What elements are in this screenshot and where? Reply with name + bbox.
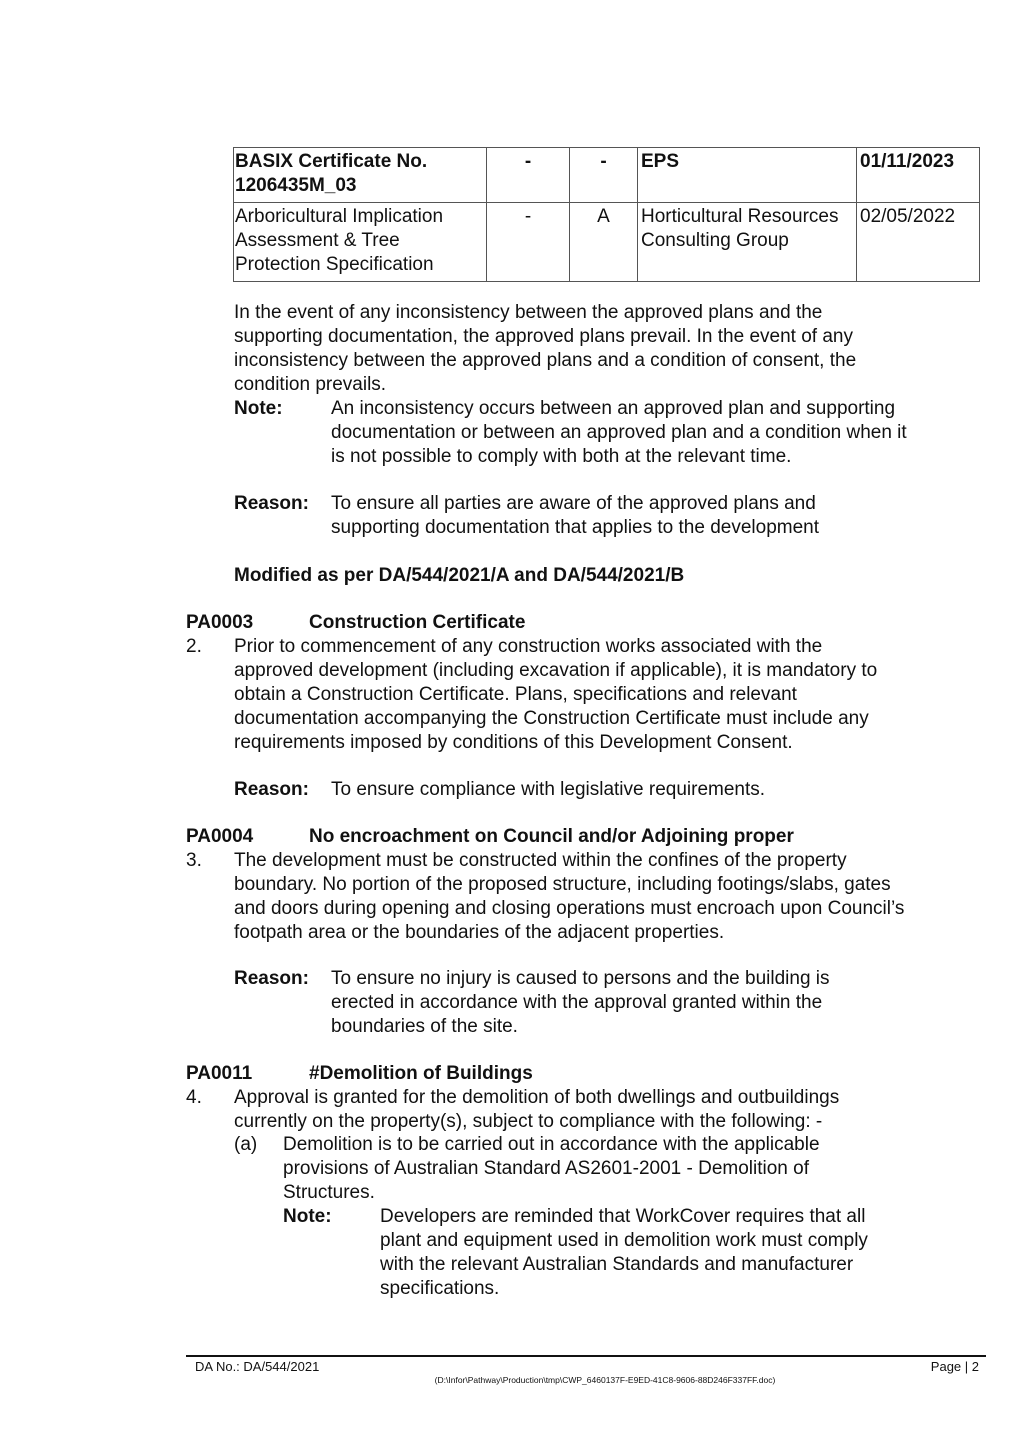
footer-da-number: DA No.: DA/544/2021 — [195, 1359, 320, 1374]
reason-label: Reason: — [234, 968, 309, 989]
footer-file-path: (D:\Infor\Pathway\Production\tmp\CWP_6460137F-E9ED-41C8-9606-88D246F337FF.doc) — [434, 1375, 776, 1385]
sub-item-text: Demolition is to be carried out in accordance with the applicable provisions of Australian Standard AS2601-2001 - Demolition of Structures. — [283, 1134, 820, 1203]
condition-number: 3. — [186, 850, 202, 871]
sub-item-label: (a) — [234, 1134, 258, 1155]
footer-divider — [186, 1355, 986, 1357]
condition-text: The development must be constructed within the confines of the property boundary. No portion of the proposed structure, including footings/slabs, gates and doors during opening and closing operations must encroach upon Council’s footpath area or the boundaries of the adjacent properties. — [234, 850, 905, 943]
table-row — [234, 203, 980, 282]
date-cell: 02/05/2022 — [857, 203, 980, 282]
note-text: Developers are reminded that WorkCover requires that all plant and equipment used in demolition work must comply with the relevant Australian Standards and manufacturer specifications. — [380, 1206, 868, 1299]
condition-code: PA0004 — [186, 826, 254, 847]
documents-table — [233, 147, 980, 282]
date-cell: 01/11/2023 — [857, 148, 980, 203]
table-cell: - — [487, 203, 570, 282]
condition-code: PA0003 — [186, 612, 254, 633]
condition-title: #Demolition of Buildings — [309, 1063, 533, 1084]
reason-label: Reason: — [234, 493, 309, 514]
note-text: An inconsistency occurs between an approved plan and supporting documentation or between an approved plan and a condition when it is not possible to comply with both at the relevant time. — [331, 398, 907, 467]
condition-number: 2. — [186, 636, 202, 657]
author-cell: EPS — [638, 148, 857, 203]
reason-text: To ensure compliance with legislative requirements. — [331, 779, 766, 800]
table-row — [234, 148, 980, 203]
reason-text: To ensure no injury is caused to persons and the building is erected in accordance with the approval granted within the boundaries of the site. — [331, 968, 830, 1037]
table-cell: A — [570, 203, 638, 282]
author-cell: Horticultural Resources Consulting Group — [638, 203, 857, 282]
reason-text: To ensure all parties are aware of the approved plans and supporting documentation that applies to the development — [331, 493, 819, 538]
condition-number: 4. — [186, 1087, 202, 1108]
intro-paragraph: In the event of any inconsistency between the approved plans and the supporting documentation, the approved plans prevail. In the event of any inconsistency between the approved plans and a condition of consent, the condition prevails. — [234, 302, 857, 395]
note-label: Note: — [283, 1206, 332, 1227]
modified-note: Modified as per DA/544/2021/A and DA/544/2021/B — [234, 565, 685, 586]
condition-title: Construction Certificate — [309, 612, 526, 633]
document-title-cell: BASIX Certificate No. 1206435M_03 — [234, 148, 487, 203]
condition-title: No encroachment on Council and/or Adjoining proper — [309, 826, 794, 847]
condition-text: Prior to commencement of any construction works associated with the approved development (including excavation if applicable), it is mandatory to obtain a Construction Certificate. Plans, specifications and relevant documentation accompanying the Construction Certificate must include any requirements imposed by conditions of this Development Consent. — [234, 636, 878, 753]
table-cell: - — [570, 148, 638, 203]
table-cell: - — [487, 148, 570, 203]
note-label: Note: — [234, 398, 283, 419]
condition-code: PA0011 — [186, 1063, 253, 1084]
condition-text: Approval is granted for the demolition of both dwellings and outbuildings currently on the property(s), subject to compliance with the following: - — [234, 1087, 840, 1132]
footer-page-number: Page | 2 — [930, 1359, 979, 1374]
reason-label: Reason: — [234, 779, 309, 800]
document-title-cell: Arboricultural Implication Assessment & Tree Protection Specification — [234, 203, 487, 282]
